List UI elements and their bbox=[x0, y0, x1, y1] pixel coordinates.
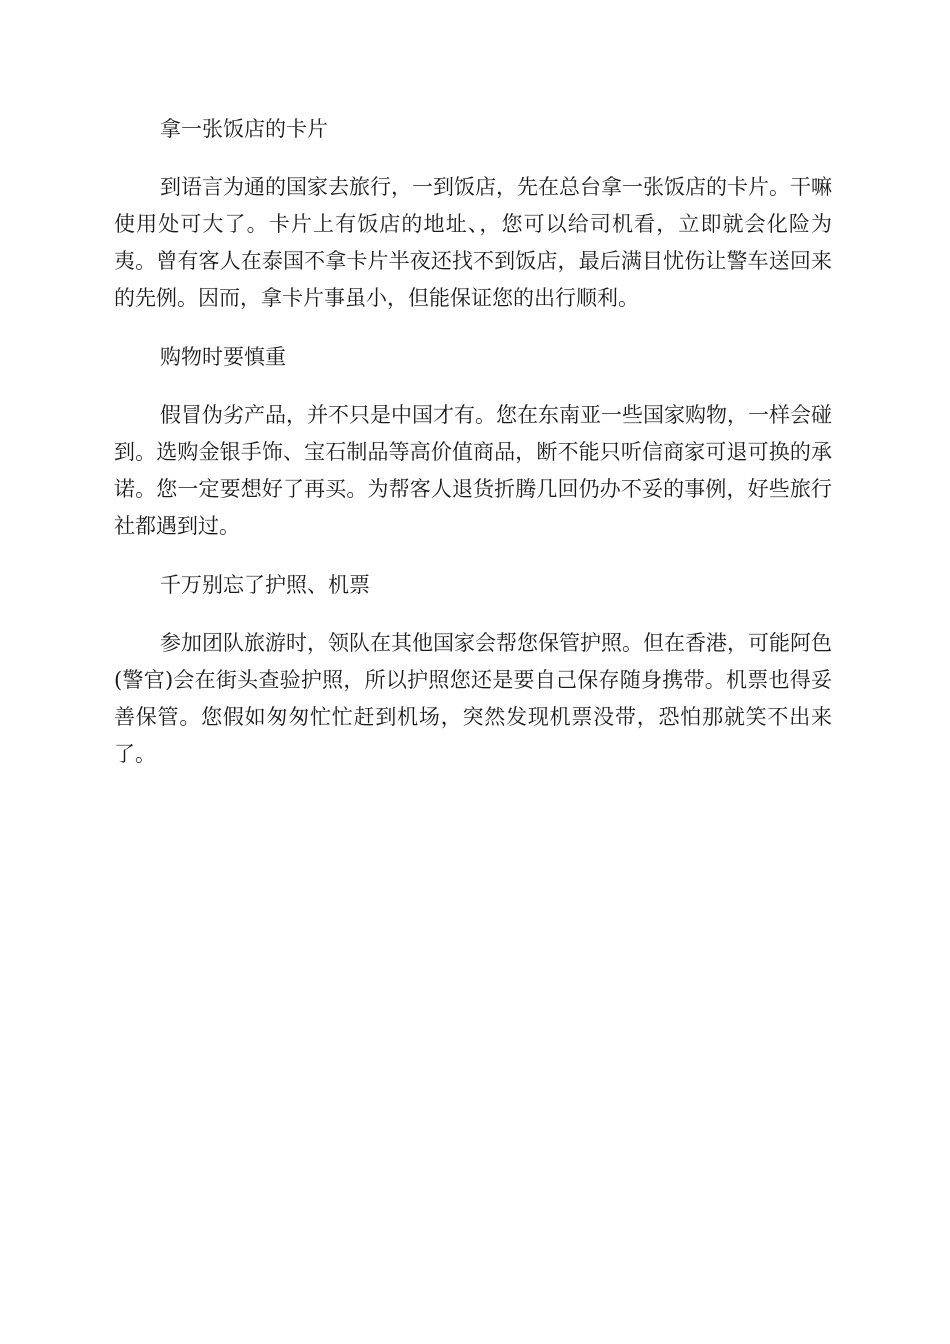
section-paragraph: 参加团队旅游时，领队在其他国家会帮您保管护照。但在香港，可能阿色(警官)会在街头查验护照，所以护照您还是要自己保存随身携带。机票也得妥善保管。您假如匆匆忙忙赶到机场，突然发现机票没带，恐怕那就笑不出来了。 bbox=[114, 631, 832, 766]
section-hotel-card bbox=[114, 106, 832, 317]
section-paragraph: 假冒伪劣产品，并不只是中国才有。您在东南亚一些国家购物，一样会碰到。选购金银手饰、宝石制品等高价值商品，断不能只听信商家可退可换的承诺。您一定要想好了再买。为帮客人退货折腾几回仍办不妥的事例，好些旅行社都遇到过。 bbox=[114, 403, 832, 538]
section-heading: 千万别忘了护照、机票 bbox=[160, 573, 370, 597]
section-heading: 购物时要慎重 bbox=[160, 345, 286, 369]
section-shopping bbox=[114, 334, 832, 545]
section-heading: 拿一张饭店的卡片 bbox=[160, 117, 328, 141]
document-page bbox=[114, 106, 832, 790]
section-paragraph: 到语言为通的国家去旅行，一到饭店，先在总台拿一张饭店的卡片。干嘛使用处可大了。卡片上有饭店的地址、，您可以给司机看，立即就会化险为夷。曾有客人在泰国不拿卡片半夜还找不到饭店，最后满目忧伤让警车送回来的先例。因而，拿卡片事虽小，但能保证您的出行顺利。 bbox=[114, 175, 832, 310]
section-passport-ticket bbox=[114, 562, 832, 773]
